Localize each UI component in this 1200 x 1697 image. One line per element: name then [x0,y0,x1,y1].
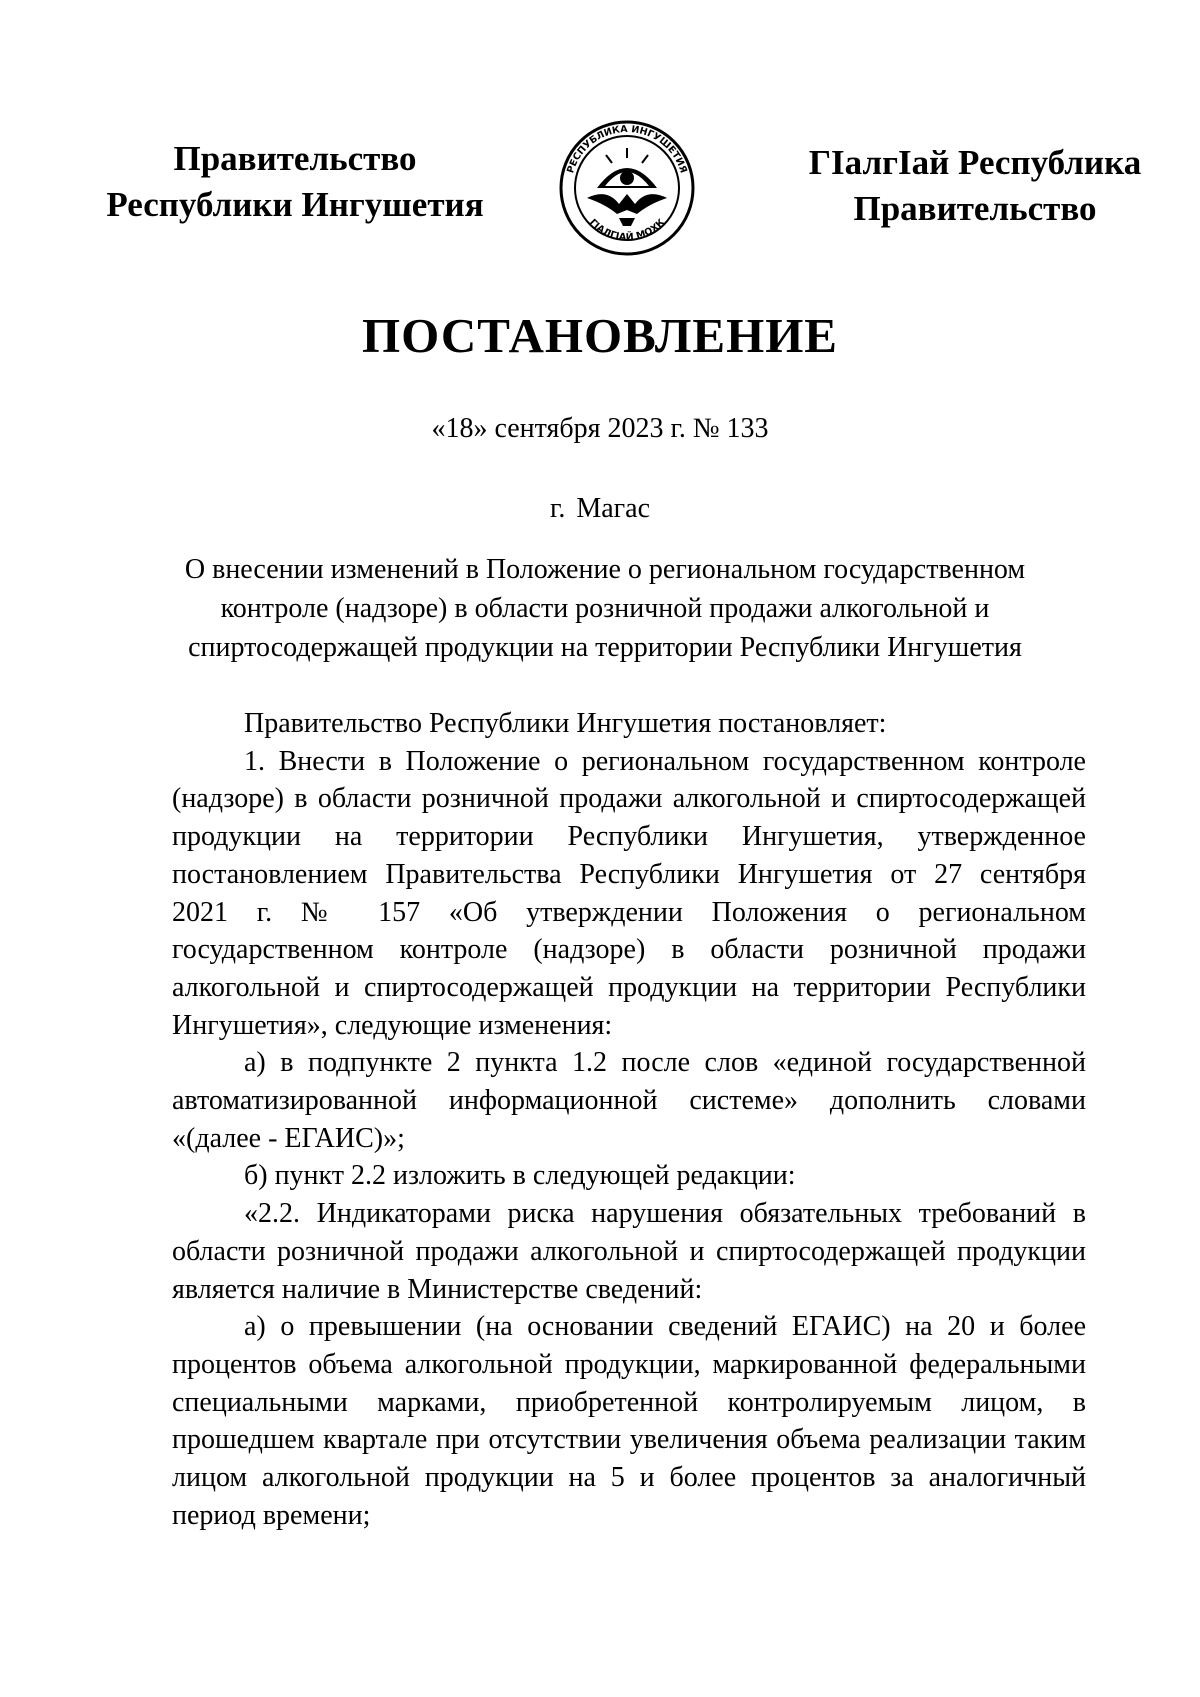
subject-line: контроле (надзоре) в области розничной продажи алкогольной и [220,593,990,624]
body-line: период времени; [172,1499,371,1531]
body-line: а) о превышении (на основании сведений ЕГАИС) на 20 и более [244,1311,1086,1343]
body-line: прошедшем квартале при отсутствии увеличения объема реализации таким [172,1424,1086,1456]
emblem-bottom-text: ГIАЛГIАЙ МОХК [586,217,668,244]
document-date-number: «18» сентября 2023 г. № 133 [431,413,769,444]
header-right-line-1: ГIалгIай Республика [808,143,1142,182]
document-subject [150,550,1060,667]
body-line: алкогольной и спиртосодержащей продукции на территории Республики [172,971,1086,1003]
body-line: (надзоре) в области розничной продажи алкогольной и спиртосодержащей [172,783,1086,815]
body-line: является наличие в Министерстве сведений: [172,1273,703,1305]
document-city: г. Магас [550,493,650,524]
body-line: а) в подпункте 2 пункта 1.2 после слов «единой государственной [244,1047,1086,1079]
subject-line: О внесении изменений в Положение о региональном государственном [184,554,1026,585]
header-left-line-2: Республики Ингушетия [106,185,484,224]
body-line: 2021 г. № 157 «Об утверждении Положения о региональном [172,896,1086,928]
body-line: продукции на территории Республики Ингушетия, утвержденное [172,821,1086,853]
body-line: Правительство Республики Ингушетия постановляет: [244,708,887,739]
body-line: постановлением Правительства Республики Ингушетия от 27 сентября [172,858,1086,890]
body-line: 1. Внести в Положение о региональном государственном контроле [244,745,1086,777]
subject-line: спиртосодержащей продукции на территории Республики Ингушетия [188,632,1022,663]
body-line: «2.2. Индикаторами риска нарушения обязательных требований в [244,1198,1086,1230]
emblem-top-text: РЕСПУБЛИКА ИНГУШЕТИЯ [565,123,689,175]
document-body [172,705,1086,1534]
body-line: государственном контроле (надзоре) в области розничной продажи [172,934,1086,966]
header-left-line-1: Правительство [173,139,417,178]
body-line: б) пункт 2.2 изложить в следующей редакции: [244,1160,796,1192]
document-type: ПОСТАНОВЛЕНИЕ [362,308,838,363]
body-line: «(далее - ЕГАИС)»; [172,1122,405,1154]
header-right-line-2: Правительство [853,189,1097,228]
body-line: специальными марками, приобретенной контролируемым лицом, в [172,1386,1086,1418]
header-left-title [85,136,505,228]
body-line: процентов объема алкогольной продукции, маркированной федеральными [172,1348,1086,1380]
body-line: Ингушетия», следующие изменения: [172,1009,613,1041]
emblem-seal-icon [557,118,697,258]
body-line: области розничной продажи алкогольной и спиртосодержащей продукции [172,1235,1086,1267]
body-line: автоматизированной информационной системе» дополнить словами [172,1085,1086,1117]
body-line: лицом алкогольной продукции на 5 и более процентов за аналогичный [172,1462,1086,1494]
header-right-title [775,140,1175,232]
